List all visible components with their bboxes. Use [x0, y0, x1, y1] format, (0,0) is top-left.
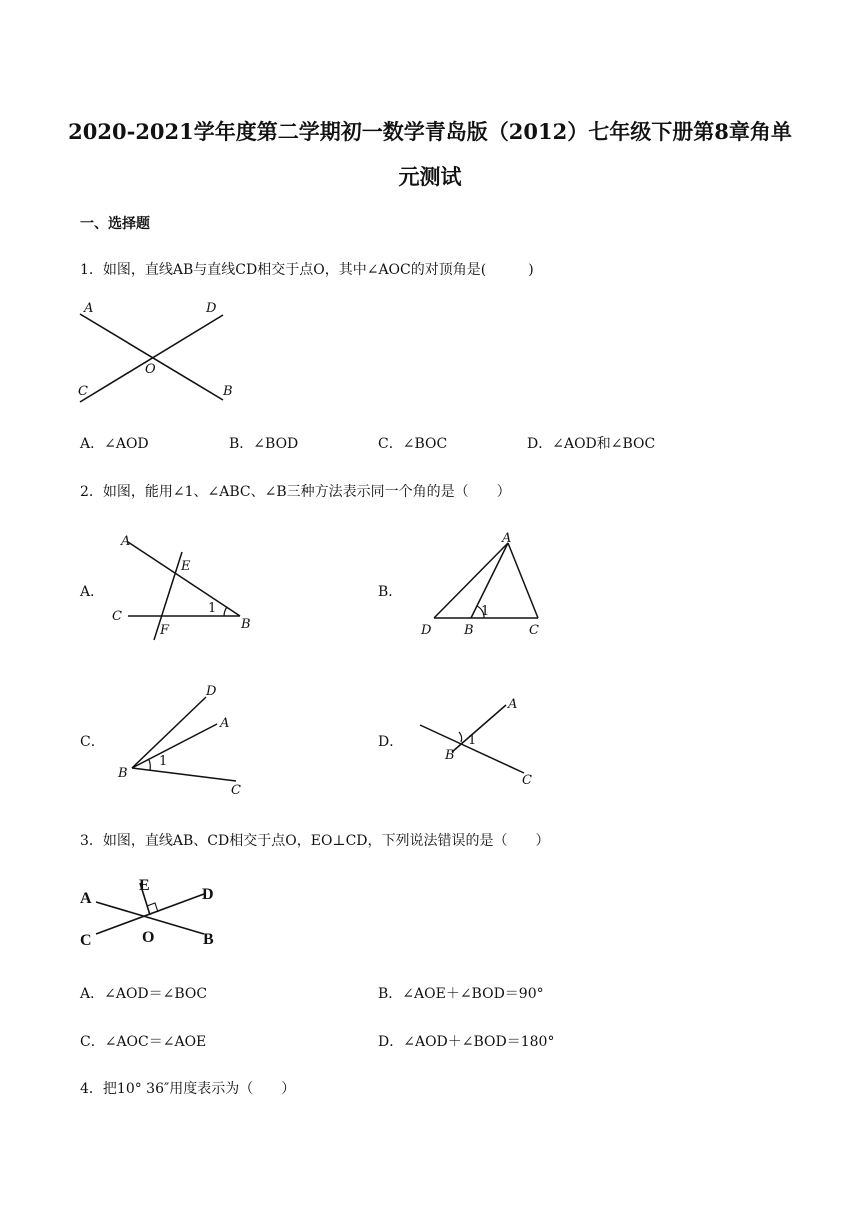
q1-option-b[interactable]: B．∠BOD	[229, 436, 299, 452]
q1-option-d[interactable]: D．∠AOD和∠BOC	[527, 436, 656, 452]
label-1: 1	[208, 601, 217, 616]
question-3-figure	[76, 872, 226, 952]
label-C: C	[529, 623, 539, 638]
label-C: C	[231, 783, 241, 798]
label-C: C	[522, 773, 532, 788]
label-D: D	[421, 623, 432, 638]
q2-option-a[interactable]: A．	[80, 584, 105, 600]
label-E: E	[181, 559, 191, 574]
label-A: A	[502, 531, 512, 546]
label-B: B	[445, 748, 455, 763]
label-1: 1	[468, 733, 477, 748]
question-4-stem: 4．把10° 36″用度表示为（ ）	[80, 1081, 296, 1097]
question-2-stem: 2．如图，能用∠1、∠ABC、∠B三种方法表示同一个角的是（ ）	[80, 484, 511, 500]
label-D: D	[206, 301, 217, 316]
label-O: O	[145, 362, 156, 377]
label-B: B	[203, 931, 214, 948]
q2-figure-c	[112, 680, 252, 800]
label-C: C	[78, 384, 88, 399]
label-E: E	[139, 877, 150, 894]
label-1: 1	[481, 604, 490, 619]
section-heading: 一、选择题	[80, 216, 150, 232]
label-A: A	[80, 890, 92, 907]
label-D: D	[206, 684, 217, 699]
page-title-line2: 元测试	[398, 164, 462, 189]
label-B: B	[223, 384, 233, 399]
q2-option-b[interactable]: B．	[378, 584, 403, 600]
q1-option-c[interactable]: C．∠BOC	[378, 436, 448, 452]
q3-option-c[interactable]: C．∠AOC＝∠AOE	[80, 1034, 207, 1050]
q3-option-d[interactable]: D．∠AOD＋∠BOD＝180°	[378, 1034, 555, 1050]
question-3-stem: 3．如图，直线AB、CD相交于点O，EO⊥CD，下列说法错误的是（ ）	[80, 833, 550, 849]
label-1: 1	[159, 754, 168, 769]
label-C: C	[112, 609, 122, 624]
label-C: C	[80, 932, 92, 949]
q3-option-a[interactable]: A．∠AOD＝∠BOC	[80, 986, 208, 1002]
label-A: A	[220, 716, 230, 731]
label-B: B	[464, 623, 474, 638]
q2-figure-d	[412, 692, 547, 788]
q2-option-c[interactable]: C．	[80, 734, 105, 750]
q2-figure-b	[416, 528, 556, 640]
page-title: 2020-2021学年度第二学期初一数学青岛版（2012）七年级下册第8章角单	[68, 119, 792, 144]
q3-option-b[interactable]: B．∠AOE＋∠BOD＝90°	[378, 986, 544, 1002]
question-1-stem: 1．如图，直线AB与直线CD相交于点O，其中∠AOC的对顶角是( )	[80, 262, 534, 278]
label-A: A	[121, 534, 131, 549]
label-B: B	[241, 617, 251, 632]
label-A: A	[84, 301, 94, 316]
label-D: D	[202, 886, 214, 903]
label-A: A	[508, 697, 518, 712]
q1-option-a[interactable]: A．∠AOD	[80, 436, 149, 452]
label-F: F	[160, 623, 170, 638]
label-O: O	[142, 929, 155, 946]
q2-figure-a	[108, 528, 260, 646]
question-1-figure	[75, 298, 245, 408]
q2-option-d[interactable]: D．	[378, 734, 404, 750]
label-B: B	[118, 766, 128, 781]
